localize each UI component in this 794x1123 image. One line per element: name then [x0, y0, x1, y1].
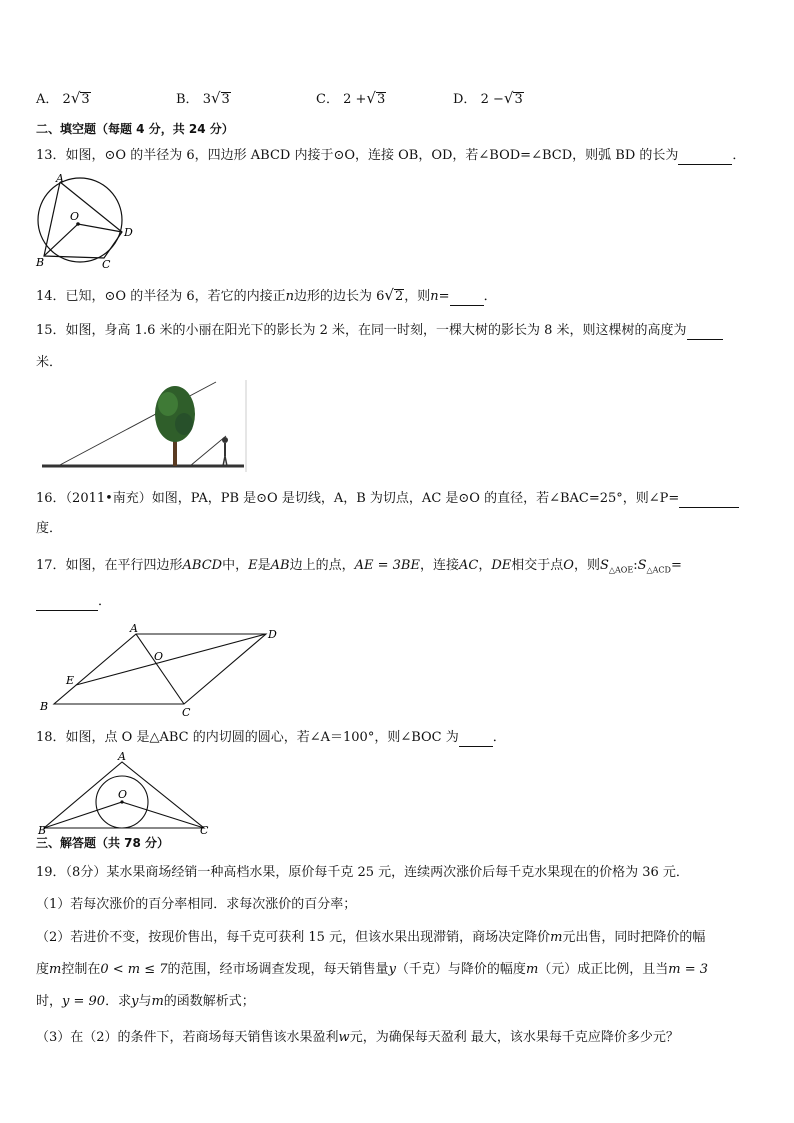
- segment-de: [76, 634, 266, 685]
- period: ．: [98, 594, 112, 609]
- label-a: A: [130, 622, 138, 635]
- option-letter: B．: [176, 92, 199, 107]
- var-y: y: [131, 994, 139, 1009]
- radicand: 3: [514, 92, 523, 107]
- q15-text: 15．如图，身高 1.6 米的小丽在阳光下的影长为 2 米，在同一时刻，一棵大树的影长为 8 米，则这棵树的高度为: [36, 323, 687, 338]
- tree-crown: [155, 386, 195, 442]
- q17-text: 中，: [222, 558, 249, 573]
- option-value: 2 +: [343, 92, 367, 107]
- q19-text: 与: [138, 994, 152, 1009]
- var-ac: AC: [458, 558, 479, 573]
- option-value: 2: [62, 92, 71, 107]
- option-letter: A．: [36, 92, 59, 107]
- label-c: C: [102, 258, 111, 268]
- label-b: B: [36, 256, 45, 268]
- var-m: m: [151, 994, 164, 1009]
- tree-crown-shadow: [175, 413, 193, 435]
- var-w: w: [338, 1030, 350, 1045]
- quadrilateral-abcd: [44, 182, 122, 258]
- option-value: 3: [202, 92, 211, 107]
- figure-17-parallelogram: [36, 620, 286, 716]
- q17-text: 边上的点，: [289, 558, 355, 573]
- question-19-part2-line1: [36, 929, 705, 947]
- var-m: m: [550, 930, 563, 945]
- q14-text-mid: 边形的边长为 6: [294, 289, 385, 304]
- answer-blank: [687, 325, 723, 340]
- option-letter: D．: [453, 92, 477, 107]
- diagonal-ac: [136, 634, 184, 704]
- question-16-line1: [36, 490, 739, 508]
- var-o: O: [563, 558, 574, 573]
- answer-blank: [459, 732, 493, 747]
- option-c: C． 2 +√3: [316, 89, 386, 107]
- question-19: 19．（8分）某水果商场经销一种高档水果，原价每千克 25 元，连续两次涨价后每千克水果现在的价格为 36 元．: [36, 865, 689, 880]
- question-19-part1: （1）若每次涨价的百分率相同．求每次涨价的百分率；: [36, 897, 357, 912]
- q19-text: （3）在（2）的条件下，若商场每天销售该水果盈利: [36, 1030, 339, 1045]
- label-c: C: [182, 706, 191, 716]
- q19-text: ．求: [105, 994, 132, 1009]
- eq-ae: AE = 3BE: [354, 558, 420, 573]
- q19-text: 控制在: [61, 962, 101, 977]
- q17-text: 17．如图，在平行四边形: [36, 558, 183, 573]
- q17-text: 是: [257, 558, 271, 573]
- equals: =: [670, 558, 682, 573]
- question-18: [36, 729, 506, 747]
- q17-text: 相交于点: [511, 558, 564, 573]
- period: ．: [492, 730, 506, 745]
- radicand: 2: [394, 289, 404, 304]
- area-symbol: S: [637, 558, 647, 573]
- sun-ray-person: [190, 436, 226, 466]
- question-13: 13．如图，⊙O 的半径为 6，四边形 ABCD 内接于⊙O，连接 OB，OD，若∠BOD=∠BCD，则弧 BD 的长为 ．: [36, 148, 746, 163]
- question-15-line1: [36, 322, 723, 340]
- option-b: B． 3√3: [176, 89, 230, 107]
- question-19-part3: [36, 1029, 679, 1047]
- tree-crown-highlight: [158, 392, 178, 416]
- question-14: 14．已知，⊙O 的半径为 6，若它的内接正n边形的边长为 6√2，则n= ．: [36, 286, 497, 304]
- var-abcd: ABCD: [182, 558, 223, 573]
- answer-blank: [36, 596, 98, 611]
- var-y: y: [388, 962, 396, 977]
- q19-text: （2）若进价不变，按现价售出，每千克可获利 15 元，但该水果出现滞销，商场决定降价: [36, 930, 551, 945]
- area-symbol: S: [599, 558, 609, 573]
- answer-blank: [450, 291, 484, 306]
- question-19-part2-line2: [36, 961, 708, 979]
- var-e: E: [248, 558, 258, 573]
- q16-text: 16．（2011•南充）如图，PA，PB 是⊙O 是切线，A，B 为切点，AC 是⊙O 的直径，若∠BAC=25°，则∠P=: [36, 491, 680, 506]
- ratio-colon: :: [633, 558, 638, 573]
- section-heading-solutions: 三、解答题（共 78 分）: [36, 836, 170, 850]
- q17-text: ，则: [573, 558, 600, 573]
- label-e: E: [66, 674, 75, 687]
- q14-text-post: ，则: [404, 289, 431, 304]
- question-16-line2: 度．: [36, 521, 63, 536]
- eq-y: y = 90: [62, 994, 106, 1009]
- figure-13-circle: [34, 174, 138, 268]
- radii-ob-od: [44, 224, 122, 256]
- equals: =: [438, 289, 450, 304]
- option-value: 2 −: [480, 92, 504, 107]
- radicand: 3: [221, 92, 230, 107]
- var-n: n: [285, 289, 295, 304]
- label-d: D: [124, 226, 133, 239]
- var-m: m: [49, 962, 62, 977]
- label-o: O: [70, 210, 80, 223]
- label-b: B: [40, 700, 49, 713]
- segments-bo-oc: [44, 802, 204, 828]
- label-c: C: [200, 824, 209, 834]
- question-17: [36, 557, 682, 580]
- question-19-part2-line3: [36, 993, 255, 1011]
- q17-text: ，: [478, 558, 492, 573]
- figure-15-tree-shadow: [40, 380, 248, 472]
- q19-text: 度: [36, 962, 50, 977]
- question-13-text: 13．如图，⊙O 的半径为 6，四边形 ABCD 内接于⊙O，连接 OB，OD，若∠BOD=∠BCD，则弧 BD 的长为: [36, 148, 679, 163]
- label-a: A: [118, 750, 126, 763]
- var-ab: AB: [270, 558, 290, 573]
- q18-text: 18．如图，点 O 是△ABC 的内切圆的圆心，若∠A＝100°，则∠BOC 为: [36, 730, 459, 745]
- person-head: [222, 437, 228, 443]
- label-a: A: [56, 174, 64, 185]
- q19-text: （千克）与降价的幅度: [395, 962, 526, 977]
- answer-blank: [679, 493, 739, 508]
- label-d: D: [268, 628, 277, 641]
- label-o: O: [154, 650, 164, 663]
- section-heading-fill-in: 二、填空题（每题 4 分，共 24 分）: [36, 122, 234, 136]
- label-o: O: [118, 788, 128, 801]
- option-letter: C．: [316, 92, 339, 107]
- label-b: B: [38, 824, 47, 834]
- q19-text: （元）成正比例，且当: [538, 962, 669, 977]
- question-17-blank-line: [36, 593, 111, 611]
- q19-text: 元，为确保每天盈利 最大，该水果每千克应降价多少元？: [349, 1030, 679, 1045]
- q19-text: 时，: [36, 994, 63, 1009]
- var-m: m: [525, 962, 539, 977]
- q19-text: 的范围，经市场调查发现，每天销售量: [167, 962, 389, 977]
- option-d: D． 2 −√3: [453, 89, 523, 107]
- radicand: 3: [376, 92, 386, 107]
- q19-text: 的函数解析式；: [163, 994, 255, 1009]
- q17-text: ，连接: [419, 558, 459, 573]
- var-de: DE: [491, 558, 512, 573]
- figure-18-incircle: [36, 750, 212, 834]
- question-15-line2: 米．: [36, 355, 63, 370]
- var-n: n: [430, 289, 439, 304]
- q14-text: 14．已知，⊙O 的半径为 6，若它的内接正: [36, 289, 286, 304]
- range-m: 0 < m ≤ 7: [100, 962, 168, 977]
- area-subscript: △AOE: [608, 565, 634, 575]
- answer-blank: [678, 150, 732, 165]
- radicand: 3: [81, 92, 90, 107]
- area-subscript: △ACD: [646, 565, 671, 575]
- eq-m: m = 3: [668, 962, 709, 977]
- q19-text: 元出售，同时把降价的幅: [562, 930, 706, 945]
- option-a: A． 2√3: [36, 89, 90, 107]
